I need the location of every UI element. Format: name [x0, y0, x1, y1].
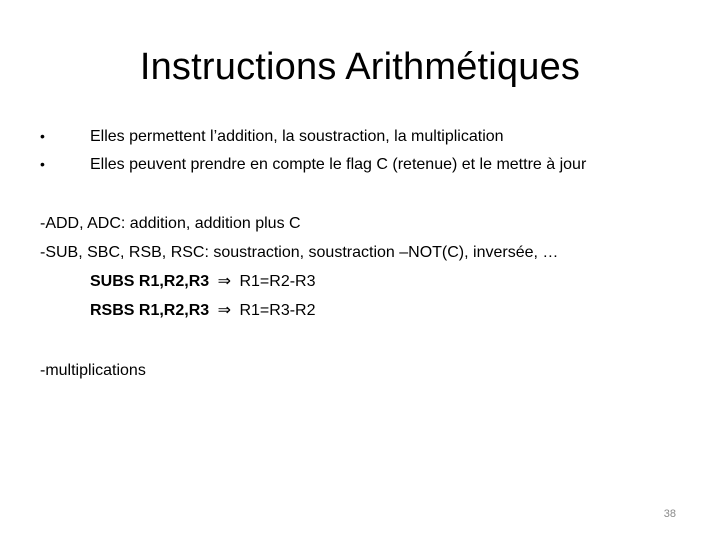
sub-line: -SUB, SBC, RSB, RSC: soustraction, soustraction –NOT(C), inversée, …: [40, 244, 559, 261]
bullet-item: [40, 128, 700, 156]
implies-arrow-icon: ⇒: [217, 302, 232, 319]
bullet-item: [40, 156, 700, 184]
example-line: [40, 299, 700, 328]
page-number: 38: [663, 508, 676, 520]
bullet-text: Elles peuvent prendre en compte le flag C (retenue) et le mettre à jour: [90, 156, 587, 173]
example-code: SUBS R1,R2,R3: [90, 273, 210, 290]
example-result: R1=R3-R2: [239, 302, 316, 319]
implies-arrow-icon: ⇒: [217, 273, 232, 290]
slide-title: Instructions Arithmétiques: [139, 46, 581, 88]
bullet-text: Elles permettent l’addition, la soustraction, la multiplication: [90, 128, 504, 145]
multiplications-line: -multiplications: [40, 362, 146, 379]
example-code: RSBS R1,R2,R3: [90, 302, 210, 319]
example-line: [40, 270, 700, 299]
bullet-list: [40, 128, 700, 184]
instruction-list: [40, 212, 700, 328]
bullet-icon: •: [40, 156, 45, 172]
example-result: R1=R2-R3: [239, 273, 316, 290]
add-line: -ADD, ADC: addition, addition plus C: [40, 215, 301, 232]
bullet-icon: •: [40, 128, 45, 144]
